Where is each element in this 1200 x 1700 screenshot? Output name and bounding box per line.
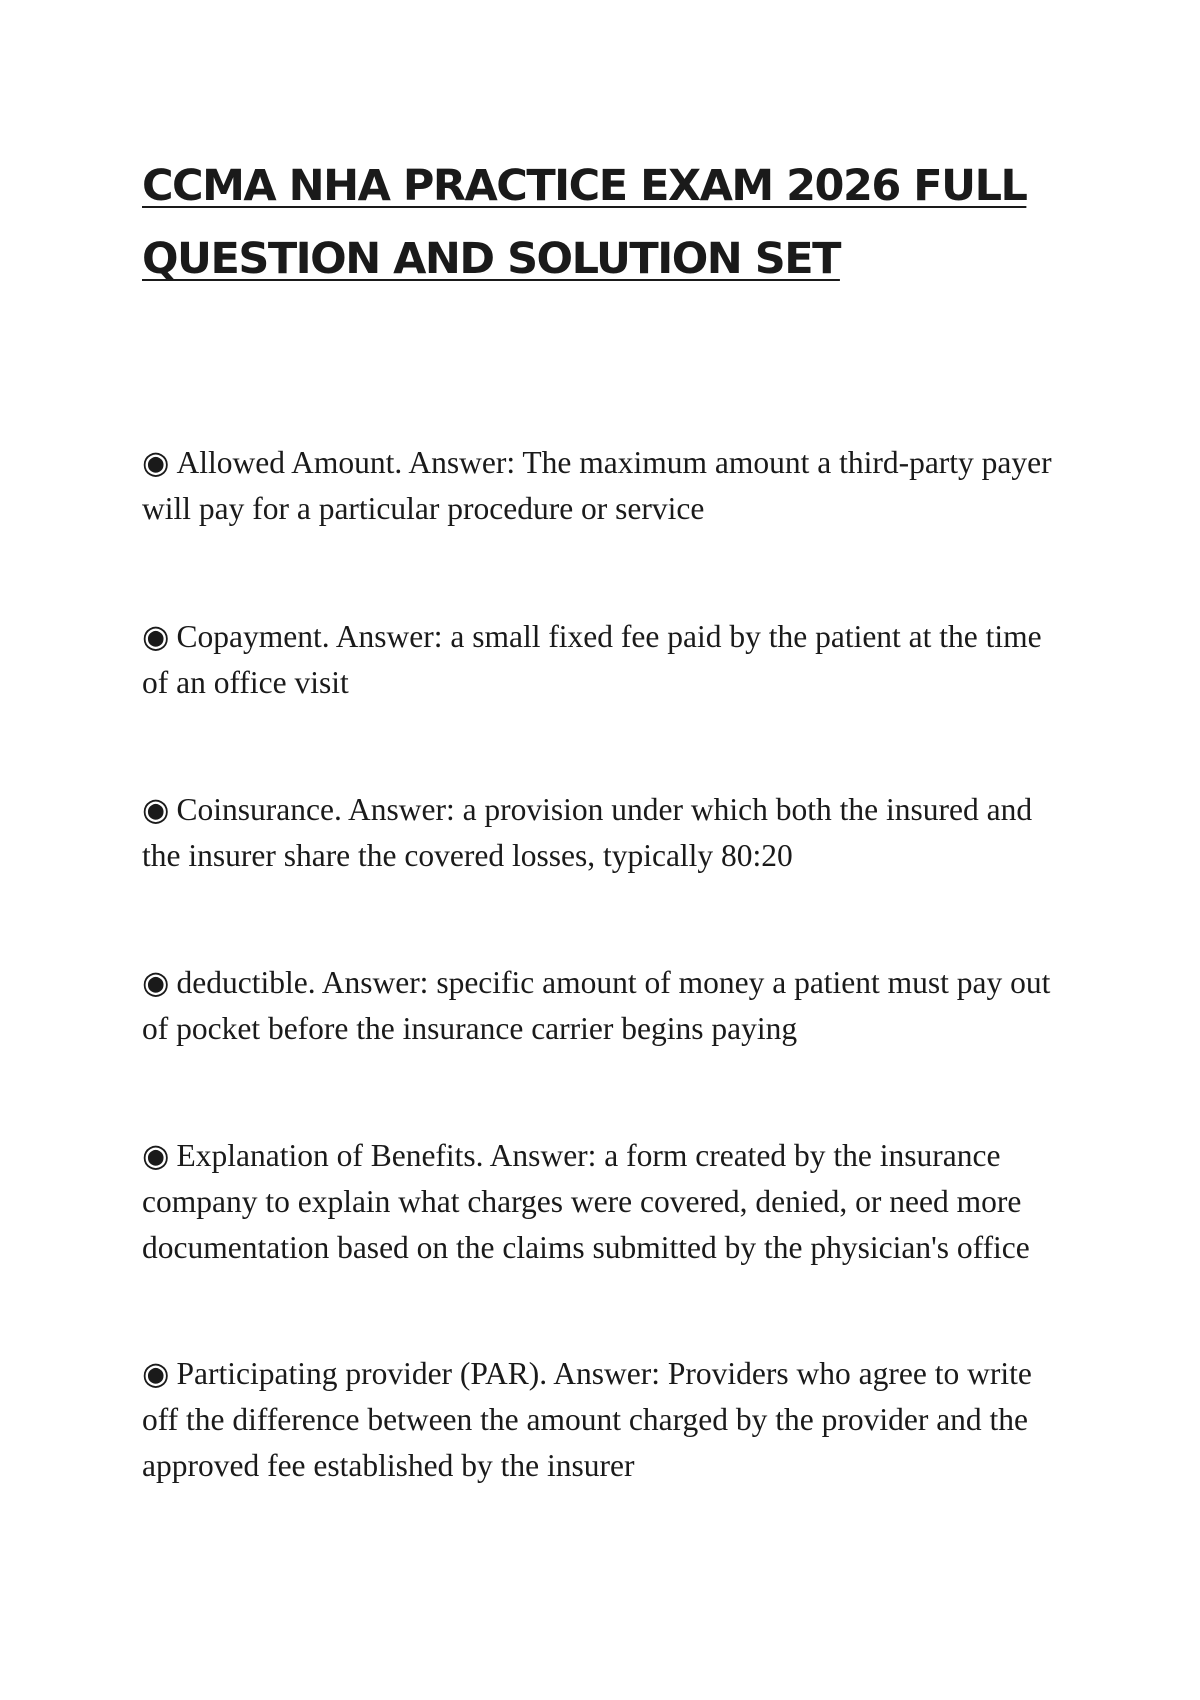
qa-text: Explanation of Benefits. Answer: a form created by the insurance company to explain what charges were covered, denied, or need more documentation based on the claims submitted by the physician's office bbox=[142, 1138, 1030, 1265]
radio-bullet-icon: ◉ bbox=[142, 1356, 170, 1391]
radio-bullet-icon: ◉ bbox=[142, 965, 170, 1000]
page-title-text: CCMA NHA PRACTICE EXAM 2026 FULL QUESTION AND SOLUTION SET bbox=[142, 161, 1027, 284]
qa-text: Allowed Amount. Answer: The maximum amount a third-party payer will pay for a particular procedure or service bbox=[142, 445, 1052, 526]
radio-bullet-icon: ◉ bbox=[142, 445, 170, 480]
qa-text: Participating provider (PAR). Answer: Providers who agree to write off the difference between the amount charged by the provider and the approved fee established by the insurer bbox=[142, 1356, 1032, 1483]
qa-item bbox=[142, 787, 1072, 879]
qa-item bbox=[142, 1351, 1072, 1489]
qa-text: Copayment. Answer: a small fixed fee paid by the patient at the time of an office visit bbox=[142, 619, 1042, 700]
radio-bullet-icon: ◉ bbox=[142, 619, 170, 654]
qa-text: deductible. Answer: specific amount of money a patient must pay out of pocket before the insurance carrier begins paying bbox=[142, 965, 1051, 1046]
page-title bbox=[142, 150, 1062, 296]
qa-item bbox=[142, 960, 1072, 1052]
qa-item bbox=[142, 1133, 1072, 1271]
qa-item bbox=[142, 614, 1072, 706]
qa-text: Coinsurance. Answer: a provision under which both the insured and the insurer share the covered losses, typically 80:20 bbox=[142, 792, 1033, 873]
radio-bullet-icon: ◉ bbox=[142, 1138, 170, 1173]
radio-bullet-icon: ◉ bbox=[142, 792, 170, 827]
qa-item bbox=[142, 440, 1072, 532]
